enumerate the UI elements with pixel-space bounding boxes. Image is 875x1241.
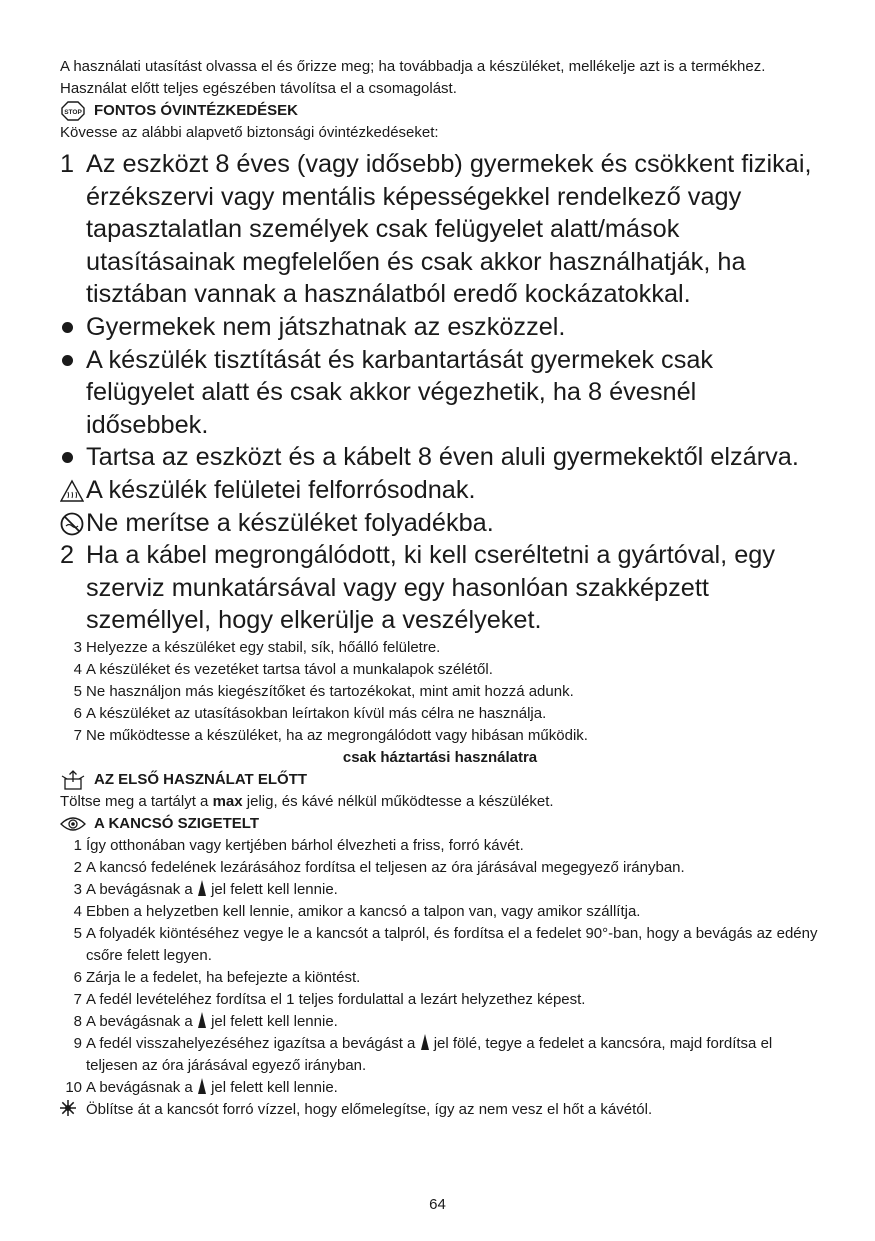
tip-item <box>60 1099 820 1121</box>
first-use-heading <box>60 769 820 791</box>
household-use-note: csak háztartási használatra <box>342 748 538 766</box>
first-use-text: Töltse meg a tartályt a max jelig, és kávé nélkül működtesse a készüléket. <box>60 792 554 810</box>
list-item: 4 A készüléket és vezetéket tartsa távol a munkalapok szélétől. <box>73 660 493 678</box>
list-item: 6 A készüléket az utasításokban leírtakon kívül más célra ne használja. <box>73 704 547 722</box>
unbox-icon <box>60 769 86 791</box>
bullet-text: Tartsa az eszközt és a kábelt 8 éven aluli gyermekektől elzárva. <box>86 443 799 472</box>
bullet-item <box>60 311 820 344</box>
list-item: 10 A bevágásnak a jel felett kell lennie. <box>65 1078 338 1096</box>
bullet-text: A készülék tisztítását és karbantartását gyermekek csak felügyelet alatt és csak akkor végezhetik, ha 8 évesnél idősebbek. <box>86 345 714 439</box>
sparkle-icon <box>60 1099 86 1121</box>
safety-small-list <box>60 637 820 747</box>
item-number: 1 <box>60 150 75 178</box>
jug-list <box>60 835 820 1121</box>
page-number: 64 <box>429 1196 446 1213</box>
large-print-section <box>60 148 820 637</box>
intro-text: A használati utasítást olvassa el és őrizze meg; ha továbbadja a készüléket, mellékelje azt is a termékhez. Használat előtt teljes egészében távolítsa el a csomagolást. <box>60 58 766 97</box>
bullet-icon <box>62 452 73 463</box>
bullet-icon <box>62 355 73 366</box>
max-label: max <box>212 792 243 810</box>
no-immerse-icon <box>60 507 86 540</box>
safety-subtitle: Kövesse az alábbi alapvető biztonsági óvintézkedéseket: <box>60 124 439 141</box>
bullet-item <box>60 344 820 442</box>
list-item: 3 Helyezze a készüléket egy stabil, sík, hőálló felületre. <box>73 638 441 656</box>
notch-mark-icon <box>421 1034 429 1050</box>
stop-icon-label: STOP <box>64 109 82 116</box>
first-use-heading-text: AZ ELSŐ HASZNÁLAT ELŐTT <box>94 770 308 788</box>
list-item: 5 Ne használjon más kiegészítőket és tartozékokat, mint amit hozzá adunk. <box>73 682 574 700</box>
tip-text: Öblítse át a kancsót forró vízzel, hogy előmelegítse, így az nem vesz el hőt a kávétól. <box>86 1100 653 1118</box>
list-item: 9 A fedél visszahelyezéséhez igazítsa a bevágást a jel fölé, tegye a fedelet a kancsóra, majd fordítsa el teljesen az óra járásával egyező irányban. <box>73 1034 773 1074</box>
bullet-item <box>60 441 820 474</box>
item-number: 2 <box>60 541 75 570</box>
safety-heading-text: FONTOS ÓVINTÉZKEDÉSEK <box>94 102 298 119</box>
notch-mark-icon <box>198 1078 206 1094</box>
list-item: 4 Ebben a helyzetben kell lennie, amikor a kancsó a talpon van, vagy amikor szállítja. <box>73 902 641 920</box>
safety-heading <box>60 100 820 122</box>
list-item: 5 A folyadék kiöntéséhez vegye le a kancsót a talpról, és fordítsa el a fedelet 90°-ban, hogy a bevágás az edény csőre felett legyen. <box>73 924 818 964</box>
safety-item-1 <box>60 148 820 311</box>
bullet-icon <box>62 322 73 333</box>
hot-surface-icon <box>60 474 86 507</box>
hot-surface-text: A készülék felületei felforrósodnak. <box>86 475 476 504</box>
list-item: 2 A kancsó fedelének lezárásához fordítsa el teljesen az óra járásával megegyező irányban. <box>73 858 685 876</box>
bullet-text: Gyermekek nem játszhatnak az eszközzel. <box>86 312 566 341</box>
notch-mark-icon <box>198 880 206 896</box>
item-text: Ha a kábel megrongálódott, ki kell cseréltetni a gyártóval, egy szerviz munkatársával vagy egy hasonlóan szakképzett személlyel, hogy elkerülje a veszélyeket. <box>86 541 776 635</box>
stop-icon <box>60 100 86 122</box>
jug-heading-text: A KANCSÓ SZIGETELT <box>94 814 259 832</box>
immerse-warning <box>60 507 820 540</box>
list-item: 1 Így otthonában vagy kertjében bárhol élvezheti a friss, forró kávét. <box>73 836 524 854</box>
safety-item-2 <box>60 539 820 637</box>
list-item: 8 A bevágásnak a jel felett kell lennie. <box>73 1012 338 1030</box>
list-item: 6 Zárja le a fedelet, ha befejezte a kiöntést. <box>73 968 361 986</box>
eye-icon <box>60 813 86 835</box>
manual-page <box>60 56 820 1121</box>
list-item: 7 A fedél levételéhez fordítsa el 1 teljes fordulattal a lezárt helyzethez képest. <box>73 990 586 1008</box>
list-item: 3 A bevágásnak a jel felett kell lennie. <box>73 880 338 898</box>
list-item: 7 Ne működtesse a készüléket, ha az megrongálódott vagy hibásan működik. <box>73 726 588 744</box>
item-text: Az eszközt 8 éves (vagy idősebb) gyermekek és csökkent fizikai, érzékszervi vagy mentális képességekkel rendelkező vagy tapasztalatlan személyek csak felügyelet alatt/mások utasításainak megfelelően és csak akkor használhatják, ha tisztában vannak a használatból eredő kockázatokkal. <box>86 150 812 309</box>
jug-heading <box>60 813 820 835</box>
hot-surface-warning <box>60 474 820 507</box>
immerse-text: Ne merítse a készüléket folyadékba. <box>86 508 494 537</box>
notch-mark-icon <box>198 1012 206 1028</box>
